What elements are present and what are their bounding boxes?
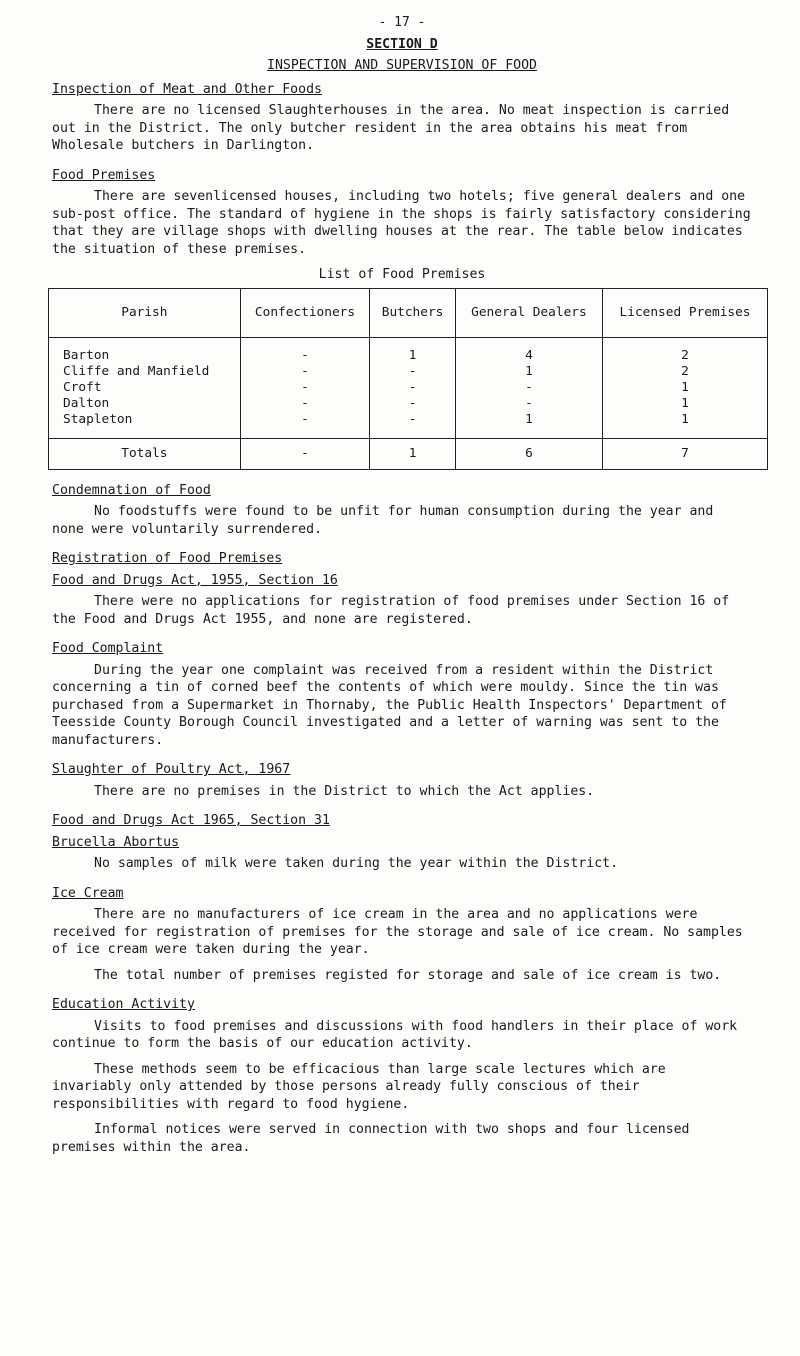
meat-heading: Inspection of Meat and Other Foods bbox=[52, 81, 322, 97]
cell-value: 1 bbox=[455, 412, 602, 439]
brucella-body: No samples of milk were taken during the year within the District. bbox=[94, 856, 619, 871]
cell-parish: Barton bbox=[49, 337, 241, 364]
cell-value: 1 bbox=[603, 380, 768, 396]
table-header-row bbox=[49, 288, 768, 337]
header-butchers: Butchers bbox=[370, 288, 455, 337]
cell-value: 1 bbox=[455, 364, 602, 380]
brucella-heading: Food and Drugs Act 1965, Section 31 bbox=[52, 813, 330, 828]
header-general-dealers: General Dealers bbox=[455, 288, 602, 337]
total-licensed-premises: 7 bbox=[603, 438, 768, 469]
table-row bbox=[49, 396, 768, 412]
education-body-1: Visits to food premises and discussions with food handlers in their place of work continue to form the basis of our education activity. bbox=[52, 1018, 738, 1051]
cell-parish: Dalton bbox=[49, 396, 241, 412]
cell-value: - bbox=[370, 380, 455, 396]
icecream-body-1: There are no manufacturers of ice cream in the area and no applications were received for registration of premises for the storage and sale of ice cream. No samples of ice cream were taken during the year. bbox=[52, 907, 743, 957]
page-number: - 17 - bbox=[378, 15, 426, 30]
registration-heading: Registration of Food Premises bbox=[52, 551, 283, 566]
education-body-2: These methods seem to be efficacious than large scale lectures which are invariably only attended by those persons already fully conscious of their responsibilities with regard to food hygiene. bbox=[52, 1061, 666, 1112]
cell-value: 1 bbox=[603, 412, 768, 439]
complaint-heading: Food Complaint bbox=[52, 641, 164, 656]
header-parish: Parish bbox=[49, 288, 241, 337]
header-confectioners: Confectioners bbox=[240, 288, 370, 337]
condemnation-heading: Condemnation of Food bbox=[52, 482, 211, 498]
main-title: INSPECTION AND SUPERVISION OF FOOD bbox=[267, 58, 537, 73]
cell-value: 1 bbox=[603, 396, 768, 412]
cell-value: 2 bbox=[603, 364, 768, 380]
registration-subheading: Food and Drugs Act, 1955, Section 16 bbox=[52, 572, 338, 588]
cell-value: - bbox=[370, 412, 455, 439]
cell-value: 4 bbox=[455, 337, 602, 364]
cell-parish: Cliffe and Manfield bbox=[49, 364, 241, 380]
section-label: SECTION D bbox=[366, 36, 438, 52]
total-butchers: 1 bbox=[370, 438, 455, 469]
icecream-heading: Ice Cream bbox=[52, 885, 124, 901]
registration-body: There were no applications for registration of food premises under Section 16 of the Food and Drugs Act 1955, and none are registered. bbox=[52, 594, 730, 627]
meat-body: There are no licensed Slaughterhouses in the area. No meat inspection is carried out in the District. The only butcher resident in the area obtains his meat from Wholesale butchers in Darlington. bbox=[52, 103, 730, 153]
totals-label: Totals bbox=[49, 438, 241, 469]
total-general-dealers: 6 bbox=[455, 438, 602, 469]
table-row bbox=[49, 412, 768, 439]
cell-value: - bbox=[240, 380, 370, 396]
premises-heading: Food Premises bbox=[52, 167, 156, 183]
premises-body: There are sevenlicensed houses, including two hotels; five general dealers and one sub-post office. The standard of hygiene in the shops is fairly satisfactory considering that they are village shops with dwelling houses at the rear. The table below indicates the situation of these premises. bbox=[52, 189, 751, 257]
table-row bbox=[49, 337, 768, 364]
cell-value: - bbox=[370, 364, 455, 380]
icecream-body-2: The total number of premises registed for storage and sale of ice cream is two. bbox=[94, 967, 722, 983]
condemnation-body: No foodstuffs were found to be unfit for human consumption during the year and none were voluntarily surrendered. bbox=[52, 504, 714, 537]
education-heading: Education Activity bbox=[52, 997, 195, 1012]
table-caption: List of Food Premises bbox=[318, 267, 486, 282]
cell-value: - bbox=[370, 396, 455, 412]
brucella-subheading: Brucella Abortus bbox=[52, 834, 180, 850]
cell-value: - bbox=[240, 396, 370, 412]
poultry-heading: Slaughter of Poultry Act, 1967 bbox=[52, 762, 291, 777]
cell-value: - bbox=[455, 380, 602, 396]
cell-value: - bbox=[240, 337, 370, 364]
cell-value: - bbox=[455, 396, 602, 412]
poultry-body: There are no premises in the District to which the Act applies. bbox=[94, 783, 595, 799]
table-row bbox=[49, 364, 768, 380]
totals-row bbox=[49, 438, 768, 469]
total-confectioners: - bbox=[240, 438, 370, 469]
cell-parish: Croft bbox=[49, 380, 241, 396]
document-page bbox=[52, 14, 752, 1164]
cell-value: - bbox=[240, 412, 370, 439]
food-premises-table bbox=[48, 288, 768, 470]
header-licensed-premises: Licensed Premises bbox=[603, 288, 768, 337]
education-body-3: Informal notices were served in connection with two shops and four licensed premises within the area. bbox=[52, 1122, 690, 1155]
table-row bbox=[49, 380, 768, 396]
cell-value: 2 bbox=[603, 337, 768, 364]
complaint-body: During the year one complaint was received from a resident within the District concerning a tin of corned beef the contents of which were mouldy. Since the tin was purchased from a Supermarket in Thornaby, the Public Health Inspectors' Department of Teesside County Borough Council investigated and a letter of warning was sent to the manufacturers. bbox=[52, 662, 727, 748]
cell-parish: Stapleton bbox=[49, 412, 241, 439]
cell-value: - bbox=[240, 364, 370, 380]
cell-value: 1 bbox=[370, 337, 455, 364]
